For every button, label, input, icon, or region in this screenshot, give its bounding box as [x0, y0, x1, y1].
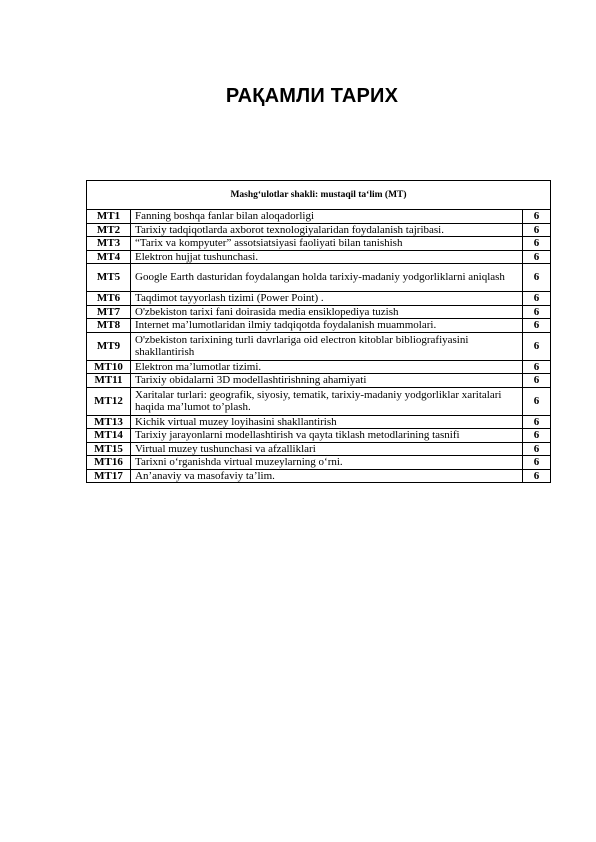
table-row [87, 374, 551, 388]
topic-hours: 6 [523, 223, 551, 237]
table-row [87, 415, 551, 429]
table-row [87, 469, 551, 483]
topic-code: MT10 [87, 360, 131, 374]
topic-title: Tarixiy jarayonlarni modellashtirish va qayta tiklash metodlarining tasnifi [131, 429, 523, 443]
topic-hours: 6 [523, 319, 551, 333]
topic-hours: 6 [523, 264, 551, 292]
topic-title: “Tarix va kompyuter” assotsiatsiyasi faoliyati bilan tanishish [131, 237, 523, 251]
topic-title: O'zbekiston tarixi fani doirasida media ensiklopediya tuzish [131, 305, 523, 319]
topic-hours: 6 [523, 332, 551, 360]
table-row [87, 264, 551, 292]
table-row [87, 387, 551, 415]
topic-title: An’anaviy va masofaviy ta’lim. [131, 469, 523, 483]
topic-hours: 6 [523, 429, 551, 443]
topic-hours: 6 [523, 415, 551, 429]
table-row [87, 223, 551, 237]
topic-title: O'zbekiston tarixining turli davrlariga oid electron kitoblar bibliografiyasini shakllantirish [131, 332, 523, 360]
table-row [87, 305, 551, 319]
topic-hours: 6 [523, 374, 551, 388]
topic-code: MT1 [87, 210, 131, 224]
topic-code: MT16 [87, 456, 131, 470]
topic-code: MT15 [87, 442, 131, 456]
topic-code: MT4 [87, 250, 131, 264]
page-title: РАҚАМЛИ ТАРИХ [225, 85, 399, 107]
topic-hours: 6 [523, 305, 551, 319]
topic-hours: 6 [523, 210, 551, 224]
topic-title: Internet ma’lumotlaridan ilmiy tadqiqotda foydalanish muammolari. [131, 319, 523, 333]
topic-code: MT6 [87, 292, 131, 306]
topic-title: Taqdimot tayyorlash tizimi (Power Point) . [131, 292, 523, 306]
topic-hours: 6 [523, 292, 551, 306]
topic-code: MT11 [87, 374, 131, 388]
topic-code: MT9 [87, 332, 131, 360]
form-label: Mashg‘ulotlar shakli: mustaqil ta‘lim (MT) [86, 180, 551, 209]
table-row [87, 237, 551, 251]
topic-hours: 6 [523, 387, 551, 415]
topic-code: MT3 [87, 237, 131, 251]
topic-code: MT17 [87, 469, 131, 483]
topic-title: Tarixni o‘rganishda virtual muzeylarning o‘rni. [131, 456, 523, 470]
topic-code: MT5 [87, 264, 131, 292]
topic-title: Elektron ma’lumotlar tizimi. [131, 360, 523, 374]
topic-title: Kichik virtual muzey loyihasini shakllantirish [131, 415, 523, 429]
topic-hours: 6 [523, 250, 551, 264]
table-row [87, 210, 551, 224]
topic-title: Virtual muzey tushunchasi va afzalliklari [131, 442, 523, 456]
topic-hours: 6 [523, 237, 551, 251]
table-row [87, 456, 551, 470]
table-row [87, 332, 551, 360]
topic-hours: 6 [523, 442, 551, 456]
topic-title: Tarixiy tadqiqotlarda axborot texnologiyalaridan foydalanish tajribasi. [131, 223, 523, 237]
topic-title: Tarixiy obidalarni 3D modellashtirishning ahamiyati [131, 374, 523, 388]
table-row [87, 292, 551, 306]
topic-title: Xaritalar turlari: geografik, siyosiy, tematik, tarixiy-madaniy yodgorliklar xaritalari haqida ma’lumot to’plash. [131, 387, 523, 415]
topic-code: MT7 [87, 305, 131, 319]
table-row [87, 442, 551, 456]
topic-hours: 6 [523, 469, 551, 483]
table-row [87, 360, 551, 374]
topic-title: Google Earth dasturidan foydalangan holda tarixiy-madaniy yodgorliklarni aniqlash [131, 264, 523, 292]
topics-table-container [86, 180, 551, 483]
table-row [87, 250, 551, 264]
topic-code: MT14 [87, 429, 131, 443]
topic-code: MT2 [87, 223, 131, 237]
table-row [87, 319, 551, 333]
topic-code: MT13 [87, 415, 131, 429]
topic-code: MT8 [87, 319, 131, 333]
topics-table-body [87, 210, 551, 483]
topic-hours: 6 [523, 456, 551, 470]
topic-hours: 6 [523, 360, 551, 374]
topic-title: Elektron hujjat tushunchasi. [131, 250, 523, 264]
topic-code: MT12 [87, 387, 131, 415]
table-row [87, 429, 551, 443]
topics-table [86, 209, 551, 483]
topic-title: Fanning boshqa fanlar bilan aloqadorligi [131, 210, 523, 224]
